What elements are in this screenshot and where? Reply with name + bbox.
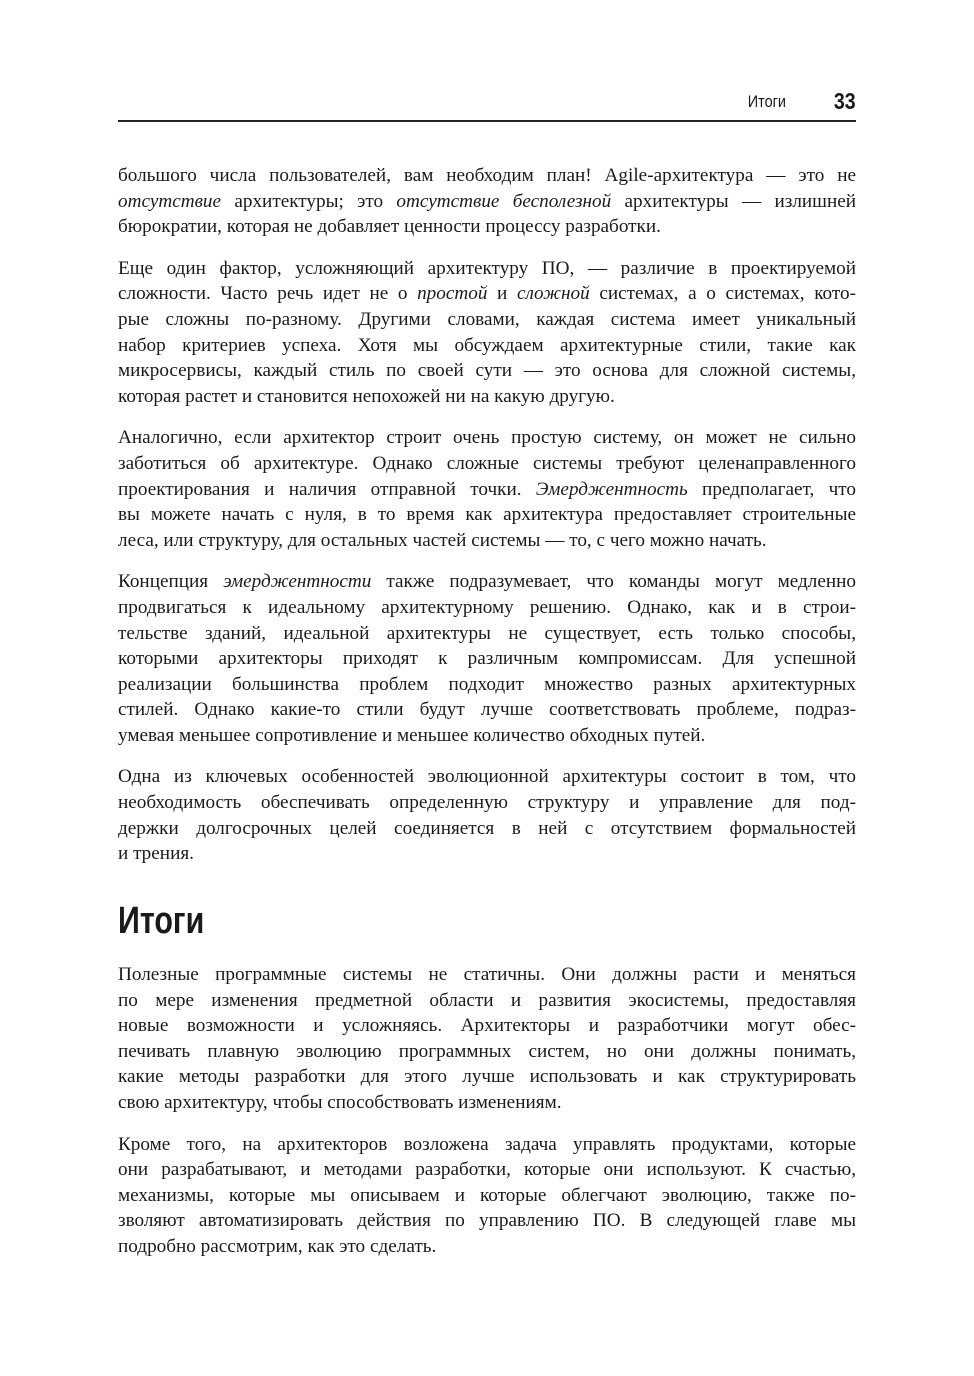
text-run: которая растет и становится непохожей ни на какую другую. xyxy=(118,385,615,407)
text-line xyxy=(118,790,856,816)
paragraph xyxy=(118,163,856,240)
text-run: микросервисы, каждый стиль по своей сути — это основа для сложной системы, xyxy=(118,360,856,382)
text-line xyxy=(118,384,856,410)
text-run: они разрабатывают, и методами разработки, которые они используют. К счастью, xyxy=(118,1159,856,1181)
text-line xyxy=(118,163,856,189)
italic-term: отсутствие бесполезной xyxy=(396,190,612,212)
text-line xyxy=(118,502,856,528)
text-line xyxy=(118,646,856,672)
text-run: держки долгосрочных целей соединяется в ней с отсутствием формальностей xyxy=(118,817,856,839)
body-text-top xyxy=(118,163,856,883)
text-run: и xyxy=(487,283,517,305)
text-line xyxy=(118,1183,856,1209)
text-line xyxy=(118,697,856,723)
text-line xyxy=(118,358,856,384)
text-run: архитектуры — излишней xyxy=(611,190,856,212)
text-line xyxy=(118,988,856,1014)
header-rule xyxy=(118,120,856,122)
text-run: леса, или структуру, для остальных частей системы — то, с чего можно начать. xyxy=(118,529,767,551)
italic-term: простой xyxy=(417,283,488,305)
text-line xyxy=(118,1064,856,1090)
text-run: системах, а о системах, кото- xyxy=(589,283,856,305)
running-head xyxy=(118,88,856,120)
text-run: которыми архитекторы приходят к различным компромиссам. Для успешной xyxy=(118,648,856,670)
text-run: Еще один фактор, усложняющий архитектуру ПО, — различие в проектируемой xyxy=(118,257,856,279)
text-line xyxy=(118,962,856,988)
paragraph xyxy=(118,256,856,410)
text-line xyxy=(118,451,856,477)
text-line xyxy=(118,189,856,215)
text-run: стилей. Однако какие-то стили будут лучше соответствовать проблеме, подраз- xyxy=(118,699,856,721)
text-line xyxy=(118,672,856,698)
text-line xyxy=(118,569,856,595)
text-line xyxy=(118,477,856,503)
text-run: заботиться об архитектуре. Однако сложные системы требуют целенаправленного xyxy=(118,452,856,474)
text-line xyxy=(118,214,856,240)
text-line xyxy=(118,1157,856,1183)
text-run: архитектуры; это xyxy=(221,190,397,212)
text-run: необходимость обеспечивать определенную структуру и управление для под- xyxy=(118,792,856,814)
running-head-title: Итоги xyxy=(747,92,786,111)
text-line xyxy=(118,764,856,790)
paragraph xyxy=(118,962,856,1116)
text-run: продвигаться к идеальному архитектурному решению. Однако, как и в строи- xyxy=(118,596,856,618)
text-line xyxy=(118,307,856,333)
text-line xyxy=(118,1039,856,1065)
text-run: какие методы разработки для этого лучше использовать и как структурировать xyxy=(118,1066,856,1088)
paragraph xyxy=(118,1132,856,1260)
text-run: предполагает, что xyxy=(687,478,856,500)
text-line xyxy=(118,1090,856,1116)
paragraph xyxy=(118,569,856,748)
page-number: 33 xyxy=(834,88,856,114)
text-run: умевая меньшее сопротивление и меньшее количество обходных путей. xyxy=(118,724,706,746)
text-line xyxy=(118,425,856,451)
text-run: механизмы, которые мы описываем и которые облегчают эволюцию, также по- xyxy=(118,1184,856,1206)
text-line xyxy=(118,621,856,647)
text-line xyxy=(118,1234,856,1260)
text-run: большого числа пользователей, вам необходим план! Agile-архитектура — это не xyxy=(118,165,856,186)
text-run: проектирования и наличия отправной точки. xyxy=(118,478,536,500)
text-line xyxy=(118,528,856,554)
italic-term: сложной xyxy=(516,283,590,305)
text-run: Аналогично, если архитектор строит очень простую систему, он может не сильно xyxy=(118,427,856,449)
text-line xyxy=(118,816,856,842)
paragraph xyxy=(118,764,856,866)
text-line xyxy=(118,1208,856,1234)
text-line xyxy=(118,841,856,867)
text-run: зволяют автоматизировать действия по управлению ПО. В следующей главе мы xyxy=(118,1210,856,1232)
text-run: печивать плавную эволюцию программных систем, но они должны понимать, xyxy=(118,1040,856,1062)
text-line xyxy=(118,281,856,307)
italic-term: Эмерджентность xyxy=(535,478,688,500)
text-run: вы можете начать с нуля, в то время как архитектура предоставляет строительные xyxy=(118,504,856,526)
body-text-bottom xyxy=(118,962,856,1276)
text-line xyxy=(118,1132,856,1158)
text-run: и трения. xyxy=(118,843,194,865)
text-run: Одна из ключевых особенностей эволюционной архитектуры состоит в том, что xyxy=(118,766,856,788)
italic-term: эмерджентности xyxy=(223,571,372,593)
text-run: сложности. Часто речь идет не о xyxy=(118,283,418,305)
text-run: Концепция xyxy=(118,571,224,593)
text-line xyxy=(118,256,856,282)
text-run: свою архитектуру, чтобы способствовать изменениям. xyxy=(118,1091,562,1113)
text-run: Кроме того, на архитекторов возложена задача управлять продуктами, которые xyxy=(118,1133,856,1155)
paragraph xyxy=(118,425,856,553)
italic-term: отсутствие xyxy=(118,190,222,212)
text-run: новые возможности и усложняясь. Архитекторы и разработчики могут обес- xyxy=(118,1015,856,1037)
text-run: бюрократии, которая не добавляет ценности процессу разработки. xyxy=(118,216,661,238)
section-heading: Итоги xyxy=(118,900,205,942)
text-run: тельстве зданий, идеальной архитектуры не существует, есть только способы, xyxy=(118,622,856,644)
text-run: набор критериев успеха. Хотя мы обсуждаем архитектурные стили, такие как xyxy=(118,334,856,356)
text-run: Полезные программные системы не статичны. Они должны расти и меняться xyxy=(118,964,856,985)
text-run: по мере изменения предметной области и развития экосистемы, предоставляя xyxy=(118,989,856,1011)
text-run: также подразумевает, что команды могут медленно xyxy=(371,571,856,593)
text-run: рые сложны по-разному. Другими словами, каждая система имеет уникальный xyxy=(118,308,856,330)
text-line xyxy=(118,333,856,359)
text-line xyxy=(118,595,856,621)
text-run: подробно рассмотрим, как это сделать. xyxy=(118,1235,437,1257)
text-run: реализации большинства проблем подходит множество разных архитектурных xyxy=(118,673,856,695)
text-line xyxy=(118,1013,856,1039)
text-line xyxy=(118,723,856,749)
